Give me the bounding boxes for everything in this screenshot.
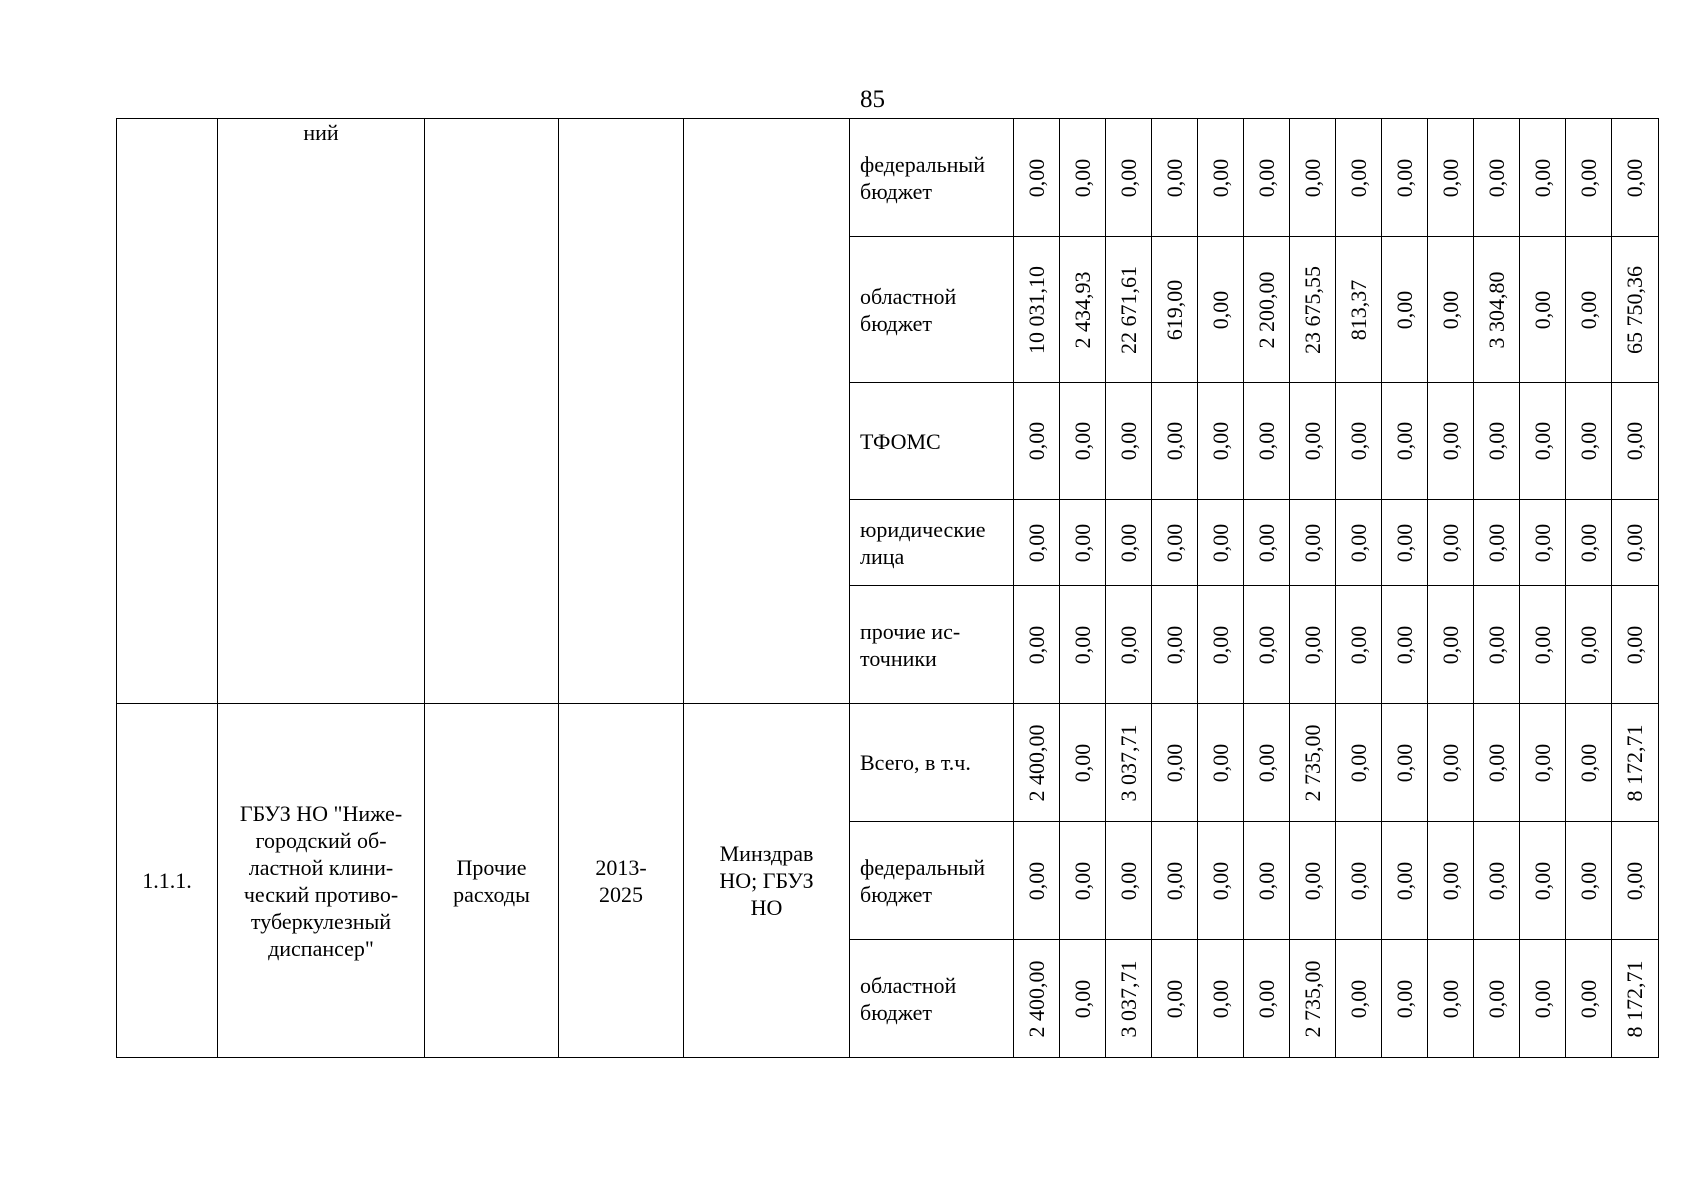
amount-value: 0,00 xyxy=(1207,861,1233,900)
amount-value: 0,00 xyxy=(1575,421,1601,461)
amount-value: 0,00 xyxy=(1483,625,1509,664)
amount-cell xyxy=(1382,940,1428,1058)
amount-cell xyxy=(1060,119,1106,237)
amount-cell xyxy=(1244,119,1290,237)
amount-value: 0,00 xyxy=(1253,861,1279,900)
amount-cell xyxy=(1474,383,1520,500)
amount-value: 0,00 xyxy=(1529,625,1555,664)
amount-cell xyxy=(1290,586,1336,704)
amount-cell xyxy=(1428,940,1474,1058)
amount-cell xyxy=(1244,500,1290,586)
amount-cell xyxy=(1014,237,1060,383)
amount-cell xyxy=(1612,383,1659,500)
amount-cell xyxy=(1152,383,1198,500)
amount-value: 0,00 xyxy=(1253,158,1279,197)
amount-cell xyxy=(1106,940,1152,1058)
amount-value: 0,00 xyxy=(1253,979,1279,1018)
amount-cell xyxy=(1060,940,1106,1058)
amount-value: 0,00 xyxy=(1575,743,1601,782)
amount-cell xyxy=(1152,500,1198,586)
amount-cell xyxy=(1290,822,1336,940)
amount-cell xyxy=(1290,500,1336,586)
amount-cell xyxy=(1520,383,1566,500)
amount-cell xyxy=(1612,237,1659,383)
amount-cell xyxy=(1474,500,1520,586)
amount-value: 3 304,80 xyxy=(1483,271,1509,348)
amount-value: 0,00 xyxy=(1391,523,1417,562)
amount-cell xyxy=(1382,119,1428,237)
amount-value: 23 675,55 xyxy=(1299,265,1325,354)
amount-value: 0,00 xyxy=(1069,861,1095,900)
amount-value: 0,00 xyxy=(1622,523,1647,562)
amount-value: 0,00 xyxy=(1207,625,1233,664)
amount-cell xyxy=(1566,940,1612,1058)
amount-value: 0,00 xyxy=(1575,290,1601,329)
amount-cell xyxy=(1106,822,1152,940)
amount-value: 0,00 xyxy=(1161,743,1187,782)
amount-cell xyxy=(1474,586,1520,704)
amount-cell xyxy=(1290,704,1336,822)
amount-value: 0,00 xyxy=(1622,158,1647,197)
amount-value: 0,00 xyxy=(1023,421,1049,461)
amount-value: 0,00 xyxy=(1345,625,1371,664)
amount-value: 0,00 xyxy=(1069,523,1095,562)
amount-value: 0,00 xyxy=(1207,421,1233,461)
amount-value: 0,00 xyxy=(1483,523,1509,562)
amount-cell xyxy=(1152,237,1198,383)
amount-cell xyxy=(1382,704,1428,822)
amount-value: 8 172,71 xyxy=(1622,960,1647,1037)
amount-cell xyxy=(1612,119,1659,237)
amount-value: 0,00 xyxy=(1391,158,1417,197)
funding-source-label: федеральный бюджет xyxy=(850,822,1014,940)
amount-value: 0,00 xyxy=(1069,421,1095,461)
amount-cell xyxy=(1290,237,1336,383)
amount-value: 0,00 xyxy=(1345,861,1371,900)
amount-cell xyxy=(1428,500,1474,586)
amount-cell xyxy=(1060,586,1106,704)
amount-cell xyxy=(1060,704,1106,822)
amount-cell xyxy=(1014,822,1060,940)
amount-value: 0,00 xyxy=(1391,743,1417,782)
amount-value: 0,00 xyxy=(1622,861,1647,900)
amount-cell xyxy=(1014,940,1060,1058)
amount-value: 0,00 xyxy=(1023,625,1049,664)
amount-cell xyxy=(1106,383,1152,500)
amount-value: 2 434,93 xyxy=(1069,271,1095,348)
amount-cell xyxy=(1612,586,1659,704)
amount-cell xyxy=(1566,383,1612,500)
amount-value: 0,00 xyxy=(1345,158,1371,197)
funding-source-label: ТФОМС xyxy=(850,383,1014,500)
amount-value: 0,00 xyxy=(1483,979,1509,1018)
table-row xyxy=(117,119,1659,237)
amount-cell xyxy=(1152,822,1198,940)
amount-cell xyxy=(1152,586,1198,704)
executor-cell xyxy=(684,119,850,704)
amount-cell xyxy=(1428,822,1474,940)
amount-cell xyxy=(1336,383,1382,500)
amount-value: 0,00 xyxy=(1483,158,1509,197)
amount-cell xyxy=(1520,119,1566,237)
amount-value: 0,00 xyxy=(1529,861,1555,900)
amount-value: 0,00 xyxy=(1161,861,1187,900)
funding-source-label: Всего, в т.ч. xyxy=(850,704,1014,822)
amount-cell xyxy=(1474,237,1520,383)
table-row xyxy=(117,704,1659,822)
amount-value: 0,00 xyxy=(1529,743,1555,782)
amount-cell xyxy=(1382,237,1428,383)
amount-cell xyxy=(1198,383,1244,500)
amount-cell xyxy=(1198,119,1244,237)
amount-value: 0,00 xyxy=(1437,861,1463,900)
period-cell xyxy=(559,119,684,704)
amount-cell xyxy=(1428,119,1474,237)
amount-value: 0,00 xyxy=(1161,625,1187,664)
amount-cell xyxy=(1520,822,1566,940)
amount-value: 0,00 xyxy=(1207,290,1233,329)
amount-cell xyxy=(1336,822,1382,940)
amount-value: 0,00 xyxy=(1622,421,1647,461)
amount-value: 0,00 xyxy=(1253,421,1279,461)
amount-cell xyxy=(1060,383,1106,500)
amount-cell xyxy=(1198,940,1244,1058)
amount-value: 0,00 xyxy=(1391,861,1417,900)
amount-value: 0,00 xyxy=(1299,158,1325,197)
amount-cell xyxy=(1198,586,1244,704)
amount-value: 0,00 xyxy=(1023,523,1049,562)
amount-value: 0,00 xyxy=(1023,158,1049,197)
amount-value: 10 031,10 xyxy=(1023,265,1049,354)
amount-cell xyxy=(1612,940,1659,1058)
amount-value: 0,00 xyxy=(1483,421,1509,461)
amount-cell xyxy=(1382,500,1428,586)
amount-cell xyxy=(1336,237,1382,383)
amount-cell xyxy=(1198,500,1244,586)
amount-cell xyxy=(1106,119,1152,237)
amount-cell xyxy=(1566,704,1612,822)
page-number: 85 xyxy=(860,86,885,113)
amount-value: 0,00 xyxy=(1161,421,1187,461)
amount-value: 0,00 xyxy=(1115,421,1141,461)
amount-cell xyxy=(1474,119,1520,237)
amount-value: 0,00 xyxy=(1115,625,1141,664)
amount-cell xyxy=(1612,500,1659,586)
amount-cell xyxy=(1566,237,1612,383)
amount-value: 619,00 xyxy=(1161,279,1187,340)
amount-cell xyxy=(1244,383,1290,500)
amount-value: 0,00 xyxy=(1299,523,1325,562)
amount-value: 0,00 xyxy=(1207,743,1233,782)
amount-cell xyxy=(1566,500,1612,586)
amount-cell xyxy=(1566,119,1612,237)
amount-value: 0,00 xyxy=(1161,979,1187,1018)
amount-value: 0,00 xyxy=(1253,625,1279,664)
amount-cell xyxy=(1106,586,1152,704)
amount-value: 0,00 xyxy=(1437,979,1463,1018)
amount-value: 3 037,71 xyxy=(1115,960,1141,1037)
item-name-cell: ГБУЗ НО "Ниже-городский об-ластной клини-ческий противо-туберкулезный диспансер" xyxy=(218,704,425,1058)
amount-cell xyxy=(1014,383,1060,500)
amount-value: 0,00 xyxy=(1529,158,1555,197)
amount-cell xyxy=(1336,586,1382,704)
item-number-cell: 1.1.1. xyxy=(117,704,218,1058)
amount-cell xyxy=(1336,500,1382,586)
amount-value: 0,00 xyxy=(1115,523,1141,562)
amount-cell xyxy=(1290,119,1336,237)
amount-value: 0,00 xyxy=(1529,421,1555,461)
amount-cell xyxy=(1336,704,1382,822)
amount-cell xyxy=(1612,704,1659,822)
amount-value: 8 172,71 xyxy=(1622,724,1647,801)
amount-value: 2 735,00 xyxy=(1299,960,1325,1037)
amount-value: 0,00 xyxy=(1345,421,1371,461)
amount-cell xyxy=(1290,940,1336,1058)
amount-cell xyxy=(1014,500,1060,586)
amount-cell xyxy=(1198,704,1244,822)
amount-cell xyxy=(1520,237,1566,383)
amount-cell xyxy=(1014,586,1060,704)
item-number-cell xyxy=(117,119,218,704)
amount-value: 0,00 xyxy=(1483,861,1509,900)
amount-cell xyxy=(1474,822,1520,940)
amount-cell xyxy=(1566,822,1612,940)
amount-cell xyxy=(1520,704,1566,822)
amount-value: 0,00 xyxy=(1437,158,1463,197)
amount-value: 0,00 xyxy=(1207,979,1233,1018)
amount-cell xyxy=(1612,822,1659,940)
amount-value: 0,00 xyxy=(1253,523,1279,562)
amount-value: 65 750,36 xyxy=(1622,265,1647,354)
amount-cell xyxy=(1106,500,1152,586)
amount-cell xyxy=(1106,237,1152,383)
amount-cell xyxy=(1520,500,1566,586)
amount-cell xyxy=(1152,704,1198,822)
amount-value: 0,00 xyxy=(1437,625,1463,664)
amount-value: 0,00 xyxy=(1575,625,1601,664)
amount-cell xyxy=(1290,383,1336,500)
amount-cell xyxy=(1474,940,1520,1058)
funding-source-label: прочие ис-точники xyxy=(850,586,1014,704)
amount-cell xyxy=(1382,822,1428,940)
amount-value: 0,00 xyxy=(1575,523,1601,562)
amount-cell xyxy=(1014,119,1060,237)
funding-source-label: областной бюджет xyxy=(850,940,1014,1058)
amount-value: 0,00 xyxy=(1069,743,1095,782)
amount-cell xyxy=(1152,119,1198,237)
amount-value: 0,00 xyxy=(1483,743,1509,782)
amount-cell xyxy=(1428,383,1474,500)
amount-cell xyxy=(1060,500,1106,586)
amount-value: 0,00 xyxy=(1391,979,1417,1018)
amount-value: 0,00 xyxy=(1207,523,1233,562)
amount-cell xyxy=(1336,940,1382,1058)
amount-value: 22 671,61 xyxy=(1115,265,1141,354)
amount-value: 0,00 xyxy=(1299,861,1325,900)
amount-value: 0,00 xyxy=(1391,421,1417,461)
amount-value: 0,00 xyxy=(1069,625,1095,664)
amount-value: 0,00 xyxy=(1069,158,1095,197)
amount-cell xyxy=(1566,586,1612,704)
amount-value: 0,00 xyxy=(1299,421,1325,461)
amount-value: 0,00 xyxy=(1437,743,1463,782)
amount-cell xyxy=(1014,704,1060,822)
amount-cell xyxy=(1428,237,1474,383)
amount-cell xyxy=(1244,237,1290,383)
amount-value: 0,00 xyxy=(1069,979,1095,1018)
amount-value: 0,00 xyxy=(1345,743,1371,782)
amount-value: 0,00 xyxy=(1391,625,1417,664)
amount-cell xyxy=(1428,586,1474,704)
amount-value: 0,00 xyxy=(1437,421,1463,461)
amount-cell xyxy=(1244,822,1290,940)
amount-cell xyxy=(1244,586,1290,704)
amount-value: 0,00 xyxy=(1529,290,1555,329)
amount-cell xyxy=(1060,237,1106,383)
amount-cell xyxy=(1520,940,1566,1058)
amount-value: 0,00 xyxy=(1575,861,1601,900)
amount-value: 0,00 xyxy=(1115,861,1141,900)
amount-value: 0,00 xyxy=(1161,158,1187,197)
amount-cell xyxy=(1106,704,1152,822)
amount-cell xyxy=(1060,822,1106,940)
amount-value: 2 400,00 xyxy=(1023,960,1049,1037)
funding-source-label: областной бюджет xyxy=(850,237,1014,383)
amount-value: 813,37 xyxy=(1345,279,1371,340)
amount-cell xyxy=(1198,822,1244,940)
funding-source-label: юридические лица xyxy=(850,500,1014,586)
amount-cell xyxy=(1428,704,1474,822)
amount-value: 2 735,00 xyxy=(1299,724,1325,801)
amount-value: 0,00 xyxy=(1437,290,1463,329)
item-name-cell: ний xyxy=(218,119,425,704)
amount-value: 0,00 xyxy=(1023,861,1049,900)
funding-source-label: федеральный бюджет xyxy=(850,119,1014,237)
amount-cell xyxy=(1244,704,1290,822)
period-cell: 2013-2025 xyxy=(559,704,684,1058)
amount-value: 0,00 xyxy=(1299,625,1325,664)
amount-cell xyxy=(1520,586,1566,704)
amount-value: 0,00 xyxy=(1391,290,1417,329)
amount-cell xyxy=(1382,586,1428,704)
amount-cell xyxy=(1474,704,1520,822)
amount-value: 0,00 xyxy=(1161,523,1187,562)
executor-cell: Минздрав НО; ГБУЗ НО xyxy=(684,704,850,1058)
amount-value: 2 400,00 xyxy=(1023,724,1049,801)
amount-value: 0,00 xyxy=(1253,743,1279,782)
amount-cell xyxy=(1382,383,1428,500)
amount-value: 0,00 xyxy=(1437,523,1463,562)
amount-cell xyxy=(1198,237,1244,383)
amount-value: 3 037,71 xyxy=(1115,724,1141,801)
amount-cell xyxy=(1152,940,1198,1058)
budget-table xyxy=(116,118,1659,1058)
amount-value: 0,00 xyxy=(1115,158,1141,197)
amount-value: 0,00 xyxy=(1207,158,1233,197)
amount-value: 0,00 xyxy=(1575,158,1601,197)
amount-cell xyxy=(1244,940,1290,1058)
expense-type-cell xyxy=(425,119,559,704)
amount-value: 2 200,00 xyxy=(1253,271,1279,348)
expense-type-cell: Прочие расходы xyxy=(425,704,559,1058)
amount-value: 0,00 xyxy=(1529,979,1555,1018)
amount-value: 0,00 xyxy=(1575,979,1601,1018)
amount-value: 0,00 xyxy=(1529,523,1555,562)
amount-value: 0,00 xyxy=(1345,523,1371,562)
amount-cell xyxy=(1336,119,1382,237)
amount-value: 0,00 xyxy=(1345,979,1371,1018)
amount-value: 0,00 xyxy=(1622,625,1647,664)
